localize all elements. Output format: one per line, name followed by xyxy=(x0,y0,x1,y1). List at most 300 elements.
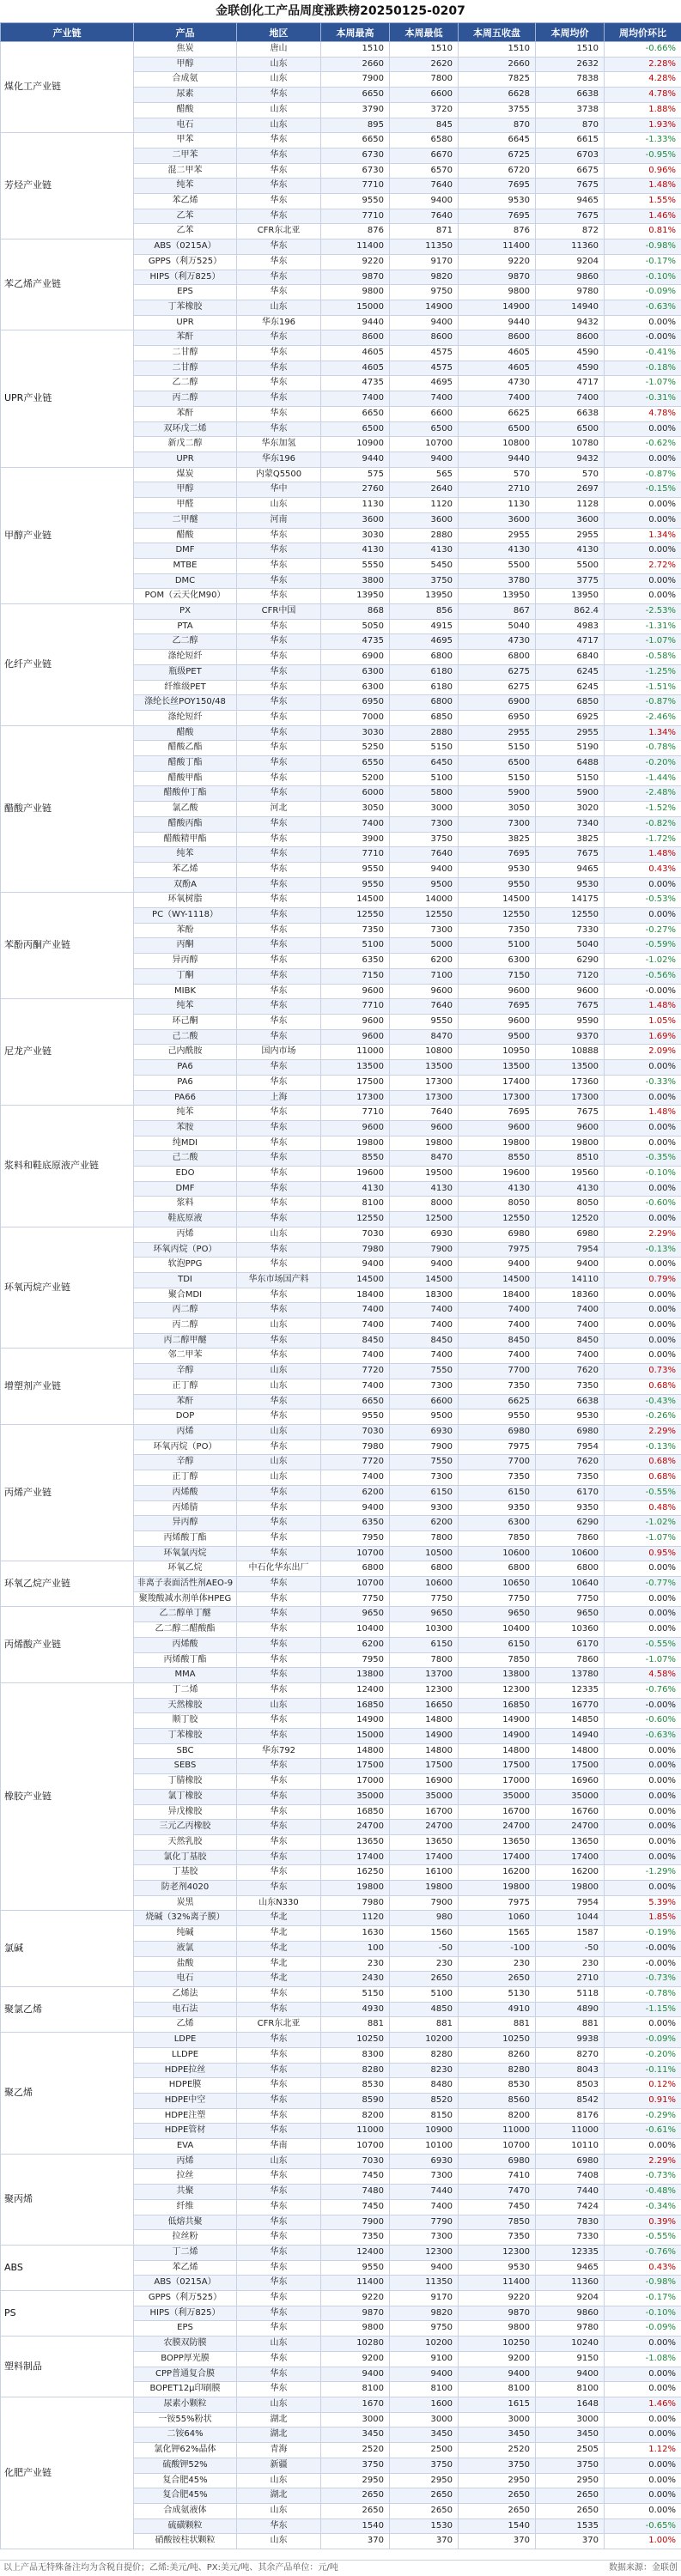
week-high-cell: 6800 xyxy=(321,1561,390,1577)
week-avg-cell: 14800 xyxy=(536,1743,605,1759)
table-row xyxy=(1,1561,681,1577)
week-low-cell: 9600 xyxy=(390,1120,459,1136)
week-high-cell: 6350 xyxy=(321,1516,390,1531)
friday-close-cell: 17000 xyxy=(459,1774,536,1790)
week-avg-cell: 4890 xyxy=(536,2002,605,2017)
product-cell: 涤纶长丝POY150/48 xyxy=(134,695,237,711)
week-low-cell: 7300 xyxy=(390,2169,459,2185)
region-cell: 山东 xyxy=(237,1698,321,1713)
friday-close-cell: 4130 xyxy=(459,1181,536,1197)
week-avg-cell: 7350 xyxy=(536,1379,605,1394)
week-high-cell: 16250 xyxy=(321,1865,390,1881)
week-high-cell: 7000 xyxy=(321,710,390,725)
week-low-cell: 14900 xyxy=(390,1729,459,1744)
week-high-cell: 9600 xyxy=(321,1120,390,1136)
product-cell: 氯化丁基胶 xyxy=(134,1850,237,1865)
region-cell: 华东 xyxy=(237,1834,321,1850)
week-low-cell: 4575 xyxy=(390,346,459,361)
week-high-cell: 5100 xyxy=(321,938,390,954)
product-cell: MTBE xyxy=(134,558,237,573)
week-avg-cell: 7675 xyxy=(536,847,605,863)
region-cell: 华东 xyxy=(237,923,321,938)
week-change-cell: -0.87% xyxy=(605,695,681,711)
table-row xyxy=(1,1424,681,1440)
product-cell: 液氯 xyxy=(134,1941,237,1956)
week-change-cell: -1.44% xyxy=(605,771,681,786)
friday-close-cell: 10800 xyxy=(459,437,536,452)
week-high-cell: 3600 xyxy=(321,512,390,528)
friday-close-cell: 3450 xyxy=(459,2428,536,2443)
region-cell: 华东 xyxy=(237,163,321,179)
week-high-cell: 5150 xyxy=(321,1987,390,2003)
week-high-cell: 6500 xyxy=(321,421,390,437)
week-change-cell: -0.63% xyxy=(605,1729,681,1744)
product-cell: EVA xyxy=(134,2139,237,2155)
friday-close-cell: 7350 xyxy=(459,1379,536,1394)
week-change-cell: -0.09% xyxy=(605,2033,681,2048)
week-avg-cell: 14940 xyxy=(536,1729,605,1744)
week-change-cell: -0.55% xyxy=(605,2230,681,2246)
week-change-cell: -0.48% xyxy=(605,2185,681,2200)
week-change-cell: 0.00% xyxy=(605,2473,681,2488)
week-avg-cell: 16200 xyxy=(536,1865,605,1881)
week-low-cell: 6670 xyxy=(390,148,459,163)
friday-close-cell: 4730 xyxy=(459,634,536,650)
week-change-cell: 0.00% xyxy=(605,1258,681,1273)
region-cell: 华东 xyxy=(237,984,321,999)
friday-close-cell: 12300 xyxy=(459,2245,536,2260)
week-avg-cell: 8270 xyxy=(536,2047,605,2063)
product-cell: 己二酸 xyxy=(134,1029,237,1045)
week-high-cell: 9650 xyxy=(321,1607,390,1622)
region-cell: 山东 xyxy=(237,1455,321,1470)
week-change-cell: -1.25% xyxy=(605,664,681,680)
region-cell: 华东 xyxy=(237,1652,321,1668)
week-low-cell: 10300 xyxy=(390,1622,459,1638)
week-high-cell: 10400 xyxy=(321,1622,390,1638)
friday-close-cell: 10400 xyxy=(459,1622,536,1638)
week-high-cell: 9870 xyxy=(321,270,390,285)
friday-close-cell: 7350 xyxy=(459,1470,536,1486)
product-cell: MMA xyxy=(134,1668,237,1683)
week-change-cell: 0.00% xyxy=(605,421,681,437)
product-cell: 天然橡胶 xyxy=(134,1698,237,1713)
week-avg-cell: 8176 xyxy=(536,2108,605,2124)
friday-close-cell: 9600 xyxy=(459,1120,536,1136)
product-cell: 乙烯 xyxy=(134,2017,237,2033)
region-cell: 山东 xyxy=(237,102,321,118)
week-low-cell: 9750 xyxy=(390,2321,459,2337)
product-cell: HDPE拉丝 xyxy=(134,2063,237,2078)
region-cell: 华东 xyxy=(237,1804,321,1820)
week-change-cell: 0.00% xyxy=(605,1789,681,1804)
page-title: 金联创化工产品周度涨跌榜20250125-0207 xyxy=(0,0,681,22)
week-low-cell: 856 xyxy=(390,604,459,620)
region-cell: 华东 xyxy=(237,2291,321,2306)
week-change-cell: 1.85% xyxy=(605,1911,681,1926)
week-high-cell: 10700 xyxy=(321,2139,390,2155)
table-row xyxy=(1,893,681,908)
week-high-cell: 9200 xyxy=(321,2351,390,2367)
product-cell: 涤纶短纤 xyxy=(134,710,237,725)
product-cell: 软泡PPG xyxy=(134,1258,237,1273)
week-change-cell: 0.00% xyxy=(605,1349,681,1364)
week-low-cell: 10600 xyxy=(390,1577,459,1592)
product-cell: 环氧丙烷（PO） xyxy=(134,1242,237,1258)
friday-close-cell: 3000 xyxy=(459,2412,536,2428)
week-high-cell: 4735 xyxy=(321,376,390,391)
table-row xyxy=(1,133,681,148)
week-low-cell: 8480 xyxy=(390,2078,459,2094)
friday-close-cell: 8450 xyxy=(459,1333,536,1349)
week-change-cell: -0.31% xyxy=(605,391,681,407)
week-change-cell: -0.13% xyxy=(605,1440,681,1455)
week-high-cell: 12550 xyxy=(321,1212,390,1227)
week-change-cell: 1.00% xyxy=(605,2534,681,2549)
week-high-cell: 895 xyxy=(321,118,390,133)
region-cell: 华东 xyxy=(237,2169,321,2185)
week-avg-cell: 4983 xyxy=(536,619,605,634)
week-low-cell: 8470 xyxy=(390,1151,459,1167)
week-avg-cell: 9465 xyxy=(536,862,605,877)
week-low-cell: 9400 xyxy=(390,2260,459,2276)
week-avg-cell: 19800 xyxy=(536,1881,605,1896)
chain-label: 醋酸产业链 xyxy=(1,725,134,893)
week-high-cell: 9400 xyxy=(321,2367,390,2382)
week-low-cell: 7640 xyxy=(390,179,459,194)
week-high-cell: 2650 xyxy=(321,2488,390,2504)
region-cell: 华东 xyxy=(237,619,321,634)
week-low-cell: 5450 xyxy=(390,558,459,573)
week-high-cell: 11400 xyxy=(321,2276,390,2291)
week-high-cell: 9440 xyxy=(321,315,390,330)
week-high-cell: 7710 xyxy=(321,209,390,224)
week-change-cell: -1.33% xyxy=(605,133,681,148)
week-change-cell: 0.00% xyxy=(605,1607,681,1622)
week-low-cell: 7300 xyxy=(390,2230,459,2246)
product-cell: GPPS（利万525） xyxy=(134,2291,237,2306)
region-cell: 华东 xyxy=(237,2078,321,2094)
week-change-cell: 0.00% xyxy=(605,908,681,924)
week-low-cell: 6850 xyxy=(390,710,459,725)
week-change-cell: 1.48% xyxy=(605,1106,681,1121)
product-cell: BOPP厚光膜 xyxy=(134,2351,237,2367)
week-low-cell: 7400 xyxy=(390,391,459,407)
week-change-cell: -0.61% xyxy=(605,2124,681,2139)
product-cell: 氯丁橡胶 xyxy=(134,1789,237,1804)
week-avg-cell: 9600 xyxy=(536,1120,605,1136)
week-change-cell: -0.55% xyxy=(605,1485,681,1500)
product-cell: 聚合MDI xyxy=(134,1288,237,1303)
week-change-cell: -1.07% xyxy=(605,1652,681,1668)
friday-close-cell: 8050 xyxy=(459,1197,536,1212)
product-cell: 炭黑 xyxy=(134,1895,237,1911)
table-body xyxy=(1,42,681,2549)
week-avg-cell: 12550 xyxy=(536,908,605,924)
region-cell: 华东 xyxy=(237,816,321,832)
friday-close-cell: 17300 xyxy=(459,1090,536,1106)
week-avg-cell: 17500 xyxy=(536,1759,605,1774)
region-cell: 山东 xyxy=(237,300,321,315)
week-high-cell: 9550 xyxy=(321,862,390,877)
product-cell: 乙二醇二醋酸酯 xyxy=(134,1622,237,1638)
week-high-cell: 7030 xyxy=(321,2154,390,2169)
week-avg-cell: 7330 xyxy=(536,923,605,938)
product-cell: LDPE xyxy=(134,2033,237,2048)
week-low-cell: 2650 xyxy=(390,2488,459,2504)
product-cell: 鞋底原液 xyxy=(134,1212,237,1227)
region-cell: 华东 xyxy=(237,573,321,589)
week-low-cell: 9820 xyxy=(390,2306,459,2321)
week-avg-cell: 16770 xyxy=(536,1698,605,1713)
week-change-cell: 0.12% xyxy=(605,2078,681,2094)
friday-close-cell: 24700 xyxy=(459,1820,536,1835)
header-friday-close: 本周五收盘 xyxy=(459,23,536,42)
region-cell: 华东 xyxy=(237,209,321,224)
region-cell: 华东 xyxy=(237,1591,321,1607)
week-avg-cell: 9780 xyxy=(536,285,605,300)
region-cell: 华东 xyxy=(237,1212,321,1227)
week-avg-cell: 862.4 xyxy=(536,604,605,620)
friday-close-cell: 2955 xyxy=(459,528,536,543)
product-cell: 氯化钾62%晶体 xyxy=(134,2443,237,2458)
week-change-cell: 1.12% xyxy=(605,2443,681,2458)
region-cell: 华东 xyxy=(237,1288,321,1303)
region-cell: CFR东北亚 xyxy=(237,224,321,239)
product-cell: POM（云天化M90） xyxy=(134,589,237,604)
week-low-cell: 14000 xyxy=(390,893,459,908)
friday-close-cell: 7350 xyxy=(459,923,536,938)
week-avg-cell: 5500 xyxy=(536,558,605,573)
region-cell: 华东 xyxy=(237,710,321,725)
week-avg-cell: 6245 xyxy=(536,680,605,695)
week-high-cell: 10280 xyxy=(321,2337,390,2352)
week-low-cell: 8000 xyxy=(390,1197,459,1212)
week-change-cell: -0.13% xyxy=(605,1242,681,1258)
week-high-cell: 2650 xyxy=(321,2503,390,2518)
region-cell: 华东 xyxy=(237,968,321,984)
product-cell: HDPE膜 xyxy=(134,2078,237,2094)
week-high-cell: 13800 xyxy=(321,1668,390,1683)
friday-close-cell: 13650 xyxy=(459,1834,536,1850)
friday-close-cell: 230 xyxy=(459,1956,536,1972)
friday-close-cell: 13500 xyxy=(459,1060,536,1076)
week-change-cell: 0.68% xyxy=(605,1379,681,1394)
week-change-cell: -0.20% xyxy=(605,756,681,772)
chain-label: 氯碱 xyxy=(1,1911,134,1987)
week-low-cell: 230 xyxy=(390,1956,459,1972)
friday-close-cell: 2520 xyxy=(459,2443,536,2458)
friday-close-cell: 12550 xyxy=(459,1212,536,1227)
product-cell: 双环戊二烯 xyxy=(134,421,237,437)
week-change-cell: 1.88% xyxy=(605,102,681,118)
friday-close-cell: 4910 xyxy=(459,2002,536,2017)
week-low-cell: 9400 xyxy=(390,2367,459,2382)
friday-close-cell: 6980 xyxy=(459,1424,536,1440)
region-cell: 华东 xyxy=(237,1987,321,2003)
week-low-cell: 17500 xyxy=(390,1759,459,1774)
table-row xyxy=(1,1607,681,1622)
product-cell: PA66 xyxy=(134,1090,237,1106)
product-cell: 丙烯 xyxy=(134,1424,237,1440)
chain-label: 苯乙烯产业链 xyxy=(1,239,134,330)
product-cell: 乙二醇 xyxy=(134,376,237,391)
friday-close-cell: 7700 xyxy=(459,1364,536,1379)
week-high-cell: 12550 xyxy=(321,908,390,924)
friday-close-cell: 876 xyxy=(459,224,536,239)
friday-close-cell: 4605 xyxy=(459,346,536,361)
product-cell: 二铵64% xyxy=(134,2428,237,2443)
week-high-cell: 12400 xyxy=(321,1682,390,1698)
week-avg-cell: 19560 xyxy=(536,1167,605,1182)
week-change-cell: -0.53% xyxy=(605,893,681,908)
week-change-cell: -0.00% xyxy=(605,1698,681,1713)
week-avg-cell: 3750 xyxy=(536,2458,605,2473)
week-low-cell: 13500 xyxy=(390,1060,459,1076)
chain-label: 苯酚丙酮产业链 xyxy=(1,893,134,999)
friday-close-cell: 2650 xyxy=(459,1972,536,1987)
week-avg-cell: 12335 xyxy=(536,1682,605,1698)
friday-close-cell: 35000 xyxy=(459,1789,536,1804)
region-cell: 华东 xyxy=(237,1759,321,1774)
week-low-cell: 8280 xyxy=(390,2047,459,2063)
week-avg-cell: 6800 xyxy=(536,1561,605,1577)
week-change-cell: -0.60% xyxy=(605,1197,681,1212)
week-high-cell: 4130 xyxy=(321,1181,390,1197)
product-cell: GPPS（利万525） xyxy=(134,254,237,270)
friday-close-cell: -100 xyxy=(459,1941,536,1956)
week-avg-cell: 7954 xyxy=(536,1242,605,1258)
week-change-cell: 0.43% xyxy=(605,2260,681,2276)
week-low-cell: 881 xyxy=(390,2017,459,2033)
region-cell: 华东 xyxy=(237,1500,321,1516)
week-change-cell: 0.96% xyxy=(605,163,681,179)
product-cell: 甲苯 xyxy=(134,133,237,148)
week-high-cell: 3450 xyxy=(321,2428,390,2443)
week-high-cell: 8550 xyxy=(321,1151,390,1167)
region-cell: 山东 xyxy=(237,498,321,513)
week-avg-cell: 5118 xyxy=(536,1987,605,2003)
product-cell: 丙烯腈 xyxy=(134,1500,237,1516)
week-avg-cell: 6170 xyxy=(536,1485,605,1500)
product-cell: 尿素 xyxy=(134,88,237,103)
region-cell: 华东 xyxy=(237,756,321,772)
week-change-cell: -0.98% xyxy=(605,2276,681,2291)
week-low-cell: 3750 xyxy=(390,573,459,589)
product-cell: 电石 xyxy=(134,118,237,133)
week-avg-cell: 12335 xyxy=(536,2245,605,2260)
product-cell: PX xyxy=(134,604,237,620)
product-cell: 己内酰胺 xyxy=(134,1045,237,1060)
region-cell: 华东 xyxy=(237,1333,321,1349)
product-cell: 硫酸钾52% xyxy=(134,2458,237,2473)
friday-close-cell: 10700 xyxy=(459,2139,536,2155)
week-high-cell: 6350 xyxy=(321,954,390,969)
product-cell: 苯酚 xyxy=(134,923,237,938)
week-low-cell: 7300 xyxy=(390,1470,459,1486)
region-cell: 华东 xyxy=(237,2276,321,2291)
week-low-cell: 6600 xyxy=(390,88,459,103)
week-avg-cell: 10888 xyxy=(536,1045,605,1060)
week-change-cell: -0.00% xyxy=(605,1941,681,1956)
week-low-cell: 9170 xyxy=(390,2291,459,2306)
week-low-cell: 7300 xyxy=(390,816,459,832)
week-low-cell: 5100 xyxy=(390,771,459,786)
friday-close-cell: 1060 xyxy=(459,1911,536,1926)
week-avg-cell: 230 xyxy=(536,1956,605,1972)
week-change-cell: -1.08% xyxy=(605,2351,681,2367)
week-high-cell: 17300 xyxy=(321,1090,390,1106)
week-high-cell: 11000 xyxy=(321,1045,390,1060)
product-cell: 苯乙烯 xyxy=(134,862,237,877)
week-avg-cell: 7860 xyxy=(536,1530,605,1546)
week-change-cell: -0.17% xyxy=(605,2291,681,2306)
region-cell: 华东 xyxy=(237,558,321,573)
region-cell: 山东 xyxy=(237,57,321,72)
region-cell: 华东 xyxy=(237,893,321,908)
region-cell: 华东 xyxy=(237,406,321,421)
week-avg-cell: 6638 xyxy=(536,88,605,103)
week-low-cell: 10200 xyxy=(390,2337,459,2352)
week-change-cell: 0.00% xyxy=(605,1881,681,1896)
week-low-cell: 2500 xyxy=(390,2443,459,2458)
week-high-cell: 6550 xyxy=(321,756,390,772)
friday-close-cell: 16850 xyxy=(459,1698,536,1713)
week-change-cell: 0.00% xyxy=(605,573,681,589)
week-high-cell: 9600 xyxy=(321,1015,390,1030)
chain-label: 尼龙产业链 xyxy=(1,999,134,1106)
week-high-cell: 17500 xyxy=(321,1075,390,1090)
friday-close-cell: 8260 xyxy=(459,2047,536,2063)
week-high-cell: 7400 xyxy=(321,816,390,832)
region-cell: 华东 xyxy=(237,741,321,756)
product-cell: 纤维级PET xyxy=(134,680,237,695)
week-low-cell: 7800 xyxy=(390,1652,459,1668)
region-cell: 华东 xyxy=(237,239,321,255)
week-change-cell: -0.26% xyxy=(605,1409,681,1425)
product-cell: 环氧丙烷（PO） xyxy=(134,1440,237,1455)
week-change-cell: 0.00% xyxy=(605,1834,681,1850)
week-change-cell: 0.00% xyxy=(605,1820,681,1835)
region-cell: 华东 xyxy=(237,999,321,1015)
week-change-cell: -0.87% xyxy=(605,467,681,482)
product-cell: 共聚 xyxy=(134,2185,237,2200)
week-change-cell: -0.11% xyxy=(605,2063,681,2078)
friday-close-cell: 1565 xyxy=(459,1926,536,1942)
region-cell: 华东 xyxy=(237,1394,321,1409)
week-high-cell: 7710 xyxy=(321,999,390,1015)
week-low-cell: 2640 xyxy=(390,482,459,498)
week-change-cell: 2.29% xyxy=(605,1227,681,1242)
product-cell: 丁二烯 xyxy=(134,2245,237,2260)
region-cell: 华东 xyxy=(237,2518,321,2534)
week-high-cell: 876 xyxy=(321,224,390,239)
product-cell: 辛醇 xyxy=(134,1455,237,1470)
region-cell: 华东 xyxy=(237,650,321,665)
region-cell: 华北 xyxy=(237,1911,321,1926)
week-low-cell: 8100 xyxy=(390,2382,459,2397)
week-low-cell: 7640 xyxy=(390,999,459,1015)
product-cell: MIBK xyxy=(134,984,237,999)
week-avg-cell: 7120 xyxy=(536,968,605,984)
chain-label: 芳烃产业链 xyxy=(1,133,134,239)
week-change-cell: -0.35% xyxy=(605,1151,681,1167)
week-change-cell: 0.00% xyxy=(605,2017,681,2033)
product-cell: 一铵55%粉状 xyxy=(134,2412,237,2428)
week-low-cell: 14800 xyxy=(390,1743,459,1759)
product-cell: 煤炭 xyxy=(134,467,237,482)
friday-close-cell: 570 xyxy=(459,467,536,482)
